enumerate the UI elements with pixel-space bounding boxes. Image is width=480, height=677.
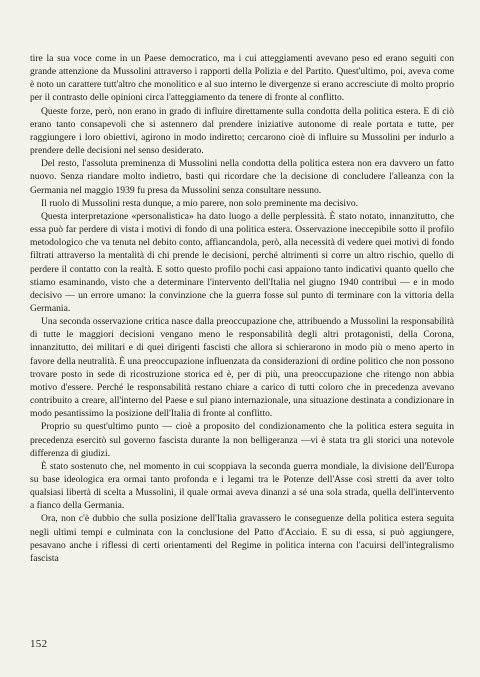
paragraph-4: Il ruolo di Mussolini resta dunque, a mio parere, non solo preminente ma decisivo. [41,197,359,209]
paragraph-5: Questa interpretazione «personalistica» ha dato luogo a delle perplessità. È stato notato, innanzitutto, che essa può far perdere di vista i motivi di fondo di una politica estera. Osservazione ineccepibile sotto il profilo metodologico che va tenuta nel debito conto, affiancandola, però, alla necessità di vedere quei motivi di fondo filtrati attraverso la mentalità di chi prende le decisioni, perché altrimenti si corre un altro rischio, quello di perdere il contatto con la realtà. E sotto questo profilo pochi casi appaiono tanto indicativi quanto quello che stiamo esaminando, visto che a determinare l'intervento dell'Italia nel giugno 1940 contribuì — e in modo decisivo — un errore umano: la convinzione che la guerra fosse sul punto di terminare con la vittoria della Germania. [30,210,454,314]
paragraph-6: Una seconda osservazione critica nasce dalla preoccupazione che, attribuendo a Mussolini la responsabilità di tutte le maggiori decisioni vengano meno le responsabilità degli altri protagonisti, della Corona, innanzitutto, dei militari e di quei dirigenti fascisti che allora si schierarono in modo più o meno aperto in favore della neutralità. È una preoccupazione influenzata da considerazioni di ordine politico che non possono trovare posto in sede di ricostruzione storica ed è, per di più, una preoccupazione che ritengo non abbia motivo d'essere. Perché le responsabilità restano chiare a carico di tutti coloro che in precedenza avevano contribuito a creare, all'interno del Paese e sul piano internazionale, una situazione destinata a condizionare in modo pesantissimo la posizione dell'Italia di fronte al conflitto. [30,316,454,420]
paragraph-8: È stato sostenuto che, nel momento in cui scoppiava la seconda guerra mondiale, la divisione dell'Europa su base ideologica era ormai tanto profonda e i legami tra le Potenze dell'Asse così stretti da aver tolto qualsiasi libertà di scelta a Mussolini, il quale ormai aveva dinanzi a sé una sola strada, quella dell'intervento a fianco della Germania. [30,460,454,512]
paragraph-9: Ora, non c'è dubbio che sulla posizione dell'Italia gravassero le conseguenze della politica estera seguita negli ultimi tempi e culminata con la conclusione del Patto d'Acciaio. E su di essa, si può aggiungere, pesavano anche i riflessi di certi orientamenti del Regime in politica interna con l'acuirsi dell'integralismo fascista [30,513,454,564]
paragraph-7: Proprio su quest'ultimo punto — cioè a proposito del condizionamento che la politica estera seguita in precedenza esercitò sul governo fascista durante la non belligeranza —vi è stata tra gli storici una notevole differenza di giudizi. [30,421,454,459]
text-column [30,52,454,565]
page-number: 152 [30,638,48,650]
paragraph-1: tire la sua voce come in un Paese democratico, ma i cui atteggiamenti avevano peso ed erano seguiti con grande attenzione da Mussolini attraverso i rapporti della Polizia e del Partito. Quest'ultimo, poi, aveva come è noto un carattere tutt'altro che monolitico e al suo interno le divergenze si erano accresciute di molto proprio per il contrasto delle opinioni circa l'atteggiamento da tenere di fronte al conflitto. [30,53,454,104]
paragraph-2: Queste forze, però, non erano in grado di influire direttamente sulla condotta della politica estera. E di ciò erano tanto consapevoli che si astennero dal prendere iniziative autonome di reale portata e tutte, per raggiungere i loro obiettivi, agirono in modo indiretto; cercarono cioè di influire su Mussolini per indurlo a prendere delle decisioni nel senso desiderato. [30,105,454,157]
paragraph-3: Del resto, l'assoluta preminenza di Mussolini nella condotta della politica estera non era davvero un fatto nuovo. Senza riandare molto indietro, basti qui ricordare che la decisione di concludere l'alleanza con la Germania nel maggio 1939 fu presa da Mussolini senza consultare nessuno. [30,158,454,196]
